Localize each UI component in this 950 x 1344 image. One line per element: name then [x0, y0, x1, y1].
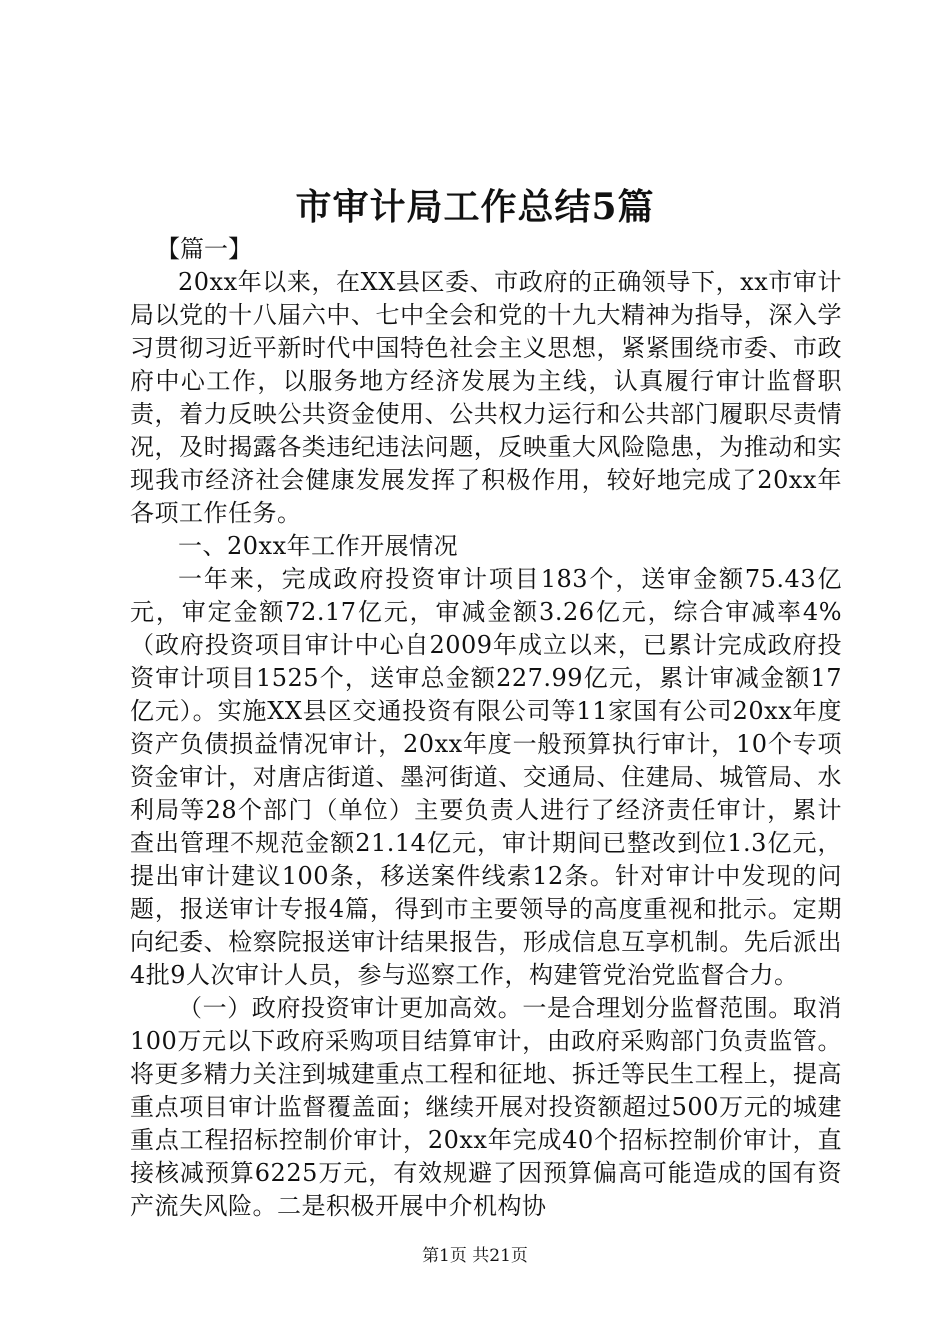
intro-paragraph: 20xx年以来，在XX县区委、市政府的正确领导下，xx市审计局以党的十八届六中、七中全会和党的十九大精神为指导，深入学习贯彻习近平新时代中国特色社会主义思想，紧紧围绕市委、市政府中心工作，以服务地方经济发展为主线，认真履行审计监督职责，着力反映公共资金使用、公共权力运行和公共部门履职尽责情况，及时揭露各类违纪违法问题，反映重大风险隐患，为推动和实现我市经济社会健康发展发挥了积极作用，较好地完成了20xx年各项工作任务。: [130, 268, 842, 527]
summary-paragraph: 一年来，完成政府投资审计项目183个，送审金额75.43亿元，审定金额72.17亿元，审减金额3.26亿元，综合审减率4%（政府投资项目审计中心自2009年成立以来，已累计完成政府投资审计项目1525个，送审总金额227.99亿元，累计审减金额17亿元）。实施XX县区交通投资有限公司等11家国有公司20xx年度资产负债损益情况审计，20xx年度一般预算执行审计，10个专项资金审计，对唐店街道、墨河街道、交通局、住建局、城管局、水利局等28个部门（单位）主要负责人进行了经济责任审计，累计查出管理不规范金额21.14亿元，审计期间已整改到位1.3亿元，提出审计建议100条，移送案件线索12条。针对审计中发现的问题，报送审计专报4篇，得到市主要领导的高度重视和批示。定期向纪委、检察院报送审计结果报告，形成信息互享机制。先后派出4批9人次审计人员，参与巡察工作，构建管党治党监督合力。: [130, 565, 842, 989]
page-title: 市审计局工作总结5篇: [295, 186, 655, 228]
page-footer: 第1页 共21页: [422, 1246, 528, 1266]
subsection-one-paragraph: （一）政府投资审计更加高效。一是合理划分监督范围。取消100万元以下政府采购项目结算审计，由政府采购部门负责监管。将更多精力关注到城建重点工程和征地、拆迁等民生工程上，提高重点项目审计监督覆盖面；继续开展对投资额超过500万元的城建重点工程招标控制价审计，20xx年完成40个招标控制价审计，直接核减预算6225万元，有效规避了因预算偏高可能造成的国有资产流失风险。二是积极开展中介机构协: [130, 994, 842, 1220]
section-heading-one: 一、20xx年工作开展情况: [178, 532, 459, 560]
section-label: 【篇一】: [156, 235, 252, 263]
document-body: [130, 232, 842, 1223]
